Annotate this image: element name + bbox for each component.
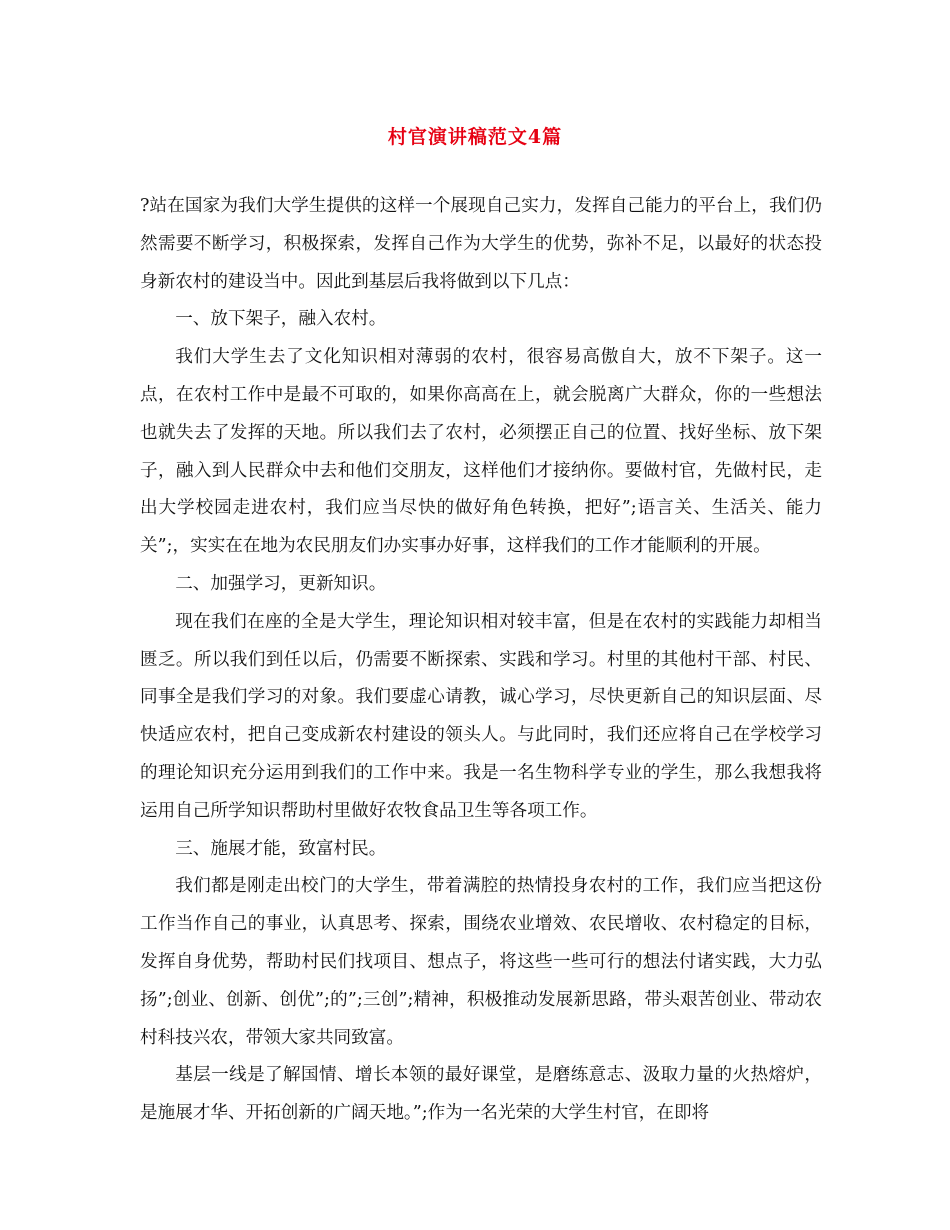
section-heading-1: 一、放下架子，融入农村。 <box>175 309 387 330</box>
paragraph-section-2: 现在我们在座的全是大学生，理论知识相对较丰富，但是在农村的实践能力却相当匮乏。所以我们到任以后，仍需要不断探索、实践和学习。村里的其他村干部、村民、同事全是我们学习的对象。我们要虚心请教，诚心学习，尽快更新自己的知识层面、尽快适应农村，把自己变成新农村建设的领头人。与此同时，我们还应将自己在学校学习的理论知识充分运用到我们的工作中来。我是一名生物科学专业的学生，那么我想我将运用自己所学知识帮助村里做好农牧食品卫生等各项工作。 <box>140 611 822 821</box>
paragraph-closing: 基层一线是了解国情、增长本领的最好课堂，是磨练意志、汲取力量的火热熔炉，是施展才华、开拓创新的广阔天地。”;作为一名光荣的大学生村官，在即将 <box>140 1065 822 1124</box>
section-heading-2: 二、加强学习，更新知识。 <box>175 573 387 594</box>
paragraph-section-1: 我们大学生去了文化知识相对薄弱的农村，很容易高傲自大，放不下架子。这一点，在农村工作中是最不可取的，如果你高高在上，就会脱离广大群众，你的一些想法也就失去了发挥的天地。所以我们去了农村，必须摆正自己的位置、找好坐标、放下架子，融入到人民群众中去和他们交朋友，这样他们才接纳你。要做村官，先做村民，走出大学校园走进农村，我们应当尽快的做好角色转换，把好”;语言关、生活关、能力关”;，实实在在地为农民朋友们办实事办好事，这样我们的工作才能顺利的开展。 <box>140 347 822 557</box>
document-body <box>140 188 822 1133</box>
paragraph-intro: ?站在国家为我们大学生提供的这样一个展现自己实力，发挥自己能力的平台上，我们仍然需要不断学习，积极探索，发挥自己作为大学生的优势，弥补不足，以最好的状态投身新农村的建设当中。因此到基层后我将做到以下几点： <box>140 196 822 292</box>
document-title: 村官演讲稿范文4篇 <box>387 126 563 148</box>
section-heading-3: 三、施展才能，致富村民。 <box>175 838 387 859</box>
paragraph-section-3: 我们都是刚走出校门的大学生，带着满腔的热情投身农村的工作，我们应当把这份工作当作自己的事业，认真思考、探索，围绕农业增效、农民增收、农村稳定的目标，发挥自身优势，帮助村民们找项目、想点子，将这些一些可行的想法付诸实践，大力弘扬”;创业、创新、创优”;的”;三创”;精神，积极推动发展新思路，带头艰苦创业、带动农村科技兴农，带领大家共同致富。 <box>140 876 822 1048</box>
